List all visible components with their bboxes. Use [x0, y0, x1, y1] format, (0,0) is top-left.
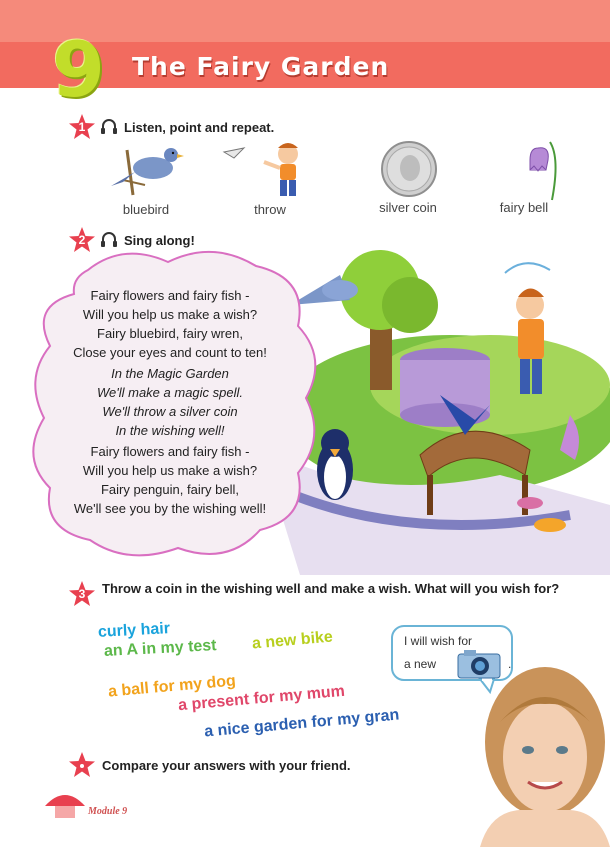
silver-coin-picture: [380, 140, 438, 198]
unit-number: 9: [52, 25, 105, 114]
headphones-icon: [100, 231, 118, 249]
song-line: Will you help us make a wish?: [82, 307, 258, 322]
song-line: Fairy flowers and fairy fish -: [90, 444, 250, 459]
task-4-instruction: Compare your answers with your friend.: [102, 757, 351, 773]
page-number: 88: [55, 786, 68, 798]
task-1-heading: [68, 113, 274, 141]
task-number: 1: [78, 120, 86, 134]
page-title: The Fairy Garden: [132, 52, 390, 81]
headphones-icon: [100, 118, 118, 136]
task-3-heading: [68, 580, 568, 608]
wish-phrase: a nice garden for my gran: [203, 706, 400, 741]
task-4-heading: [68, 751, 351, 779]
song-line: Fairy penguin, fairy bell,: [100, 482, 239, 497]
star-icon: [68, 751, 96, 779]
star-icon: [68, 113, 96, 141]
song-line: Fairy flowers and fairy fish -: [90, 288, 250, 303]
task-number: 2: [78, 233, 86, 247]
song-line: We'll see you by the wishing well!: [73, 501, 267, 516]
song-line: Will you help us make a wish?: [82, 463, 258, 478]
task-1-instruction: Listen, point and repeat.: [124, 119, 275, 135]
vocab-label: silver coin: [379, 200, 437, 215]
vocab-label: fairy bell: [499, 200, 549, 215]
task-3-instruction: Throw a coin in the wishing well and make a wish. What will you wish for?: [102, 581, 560, 596]
star-icon: [68, 580, 96, 608]
throw-picture: [220, 140, 310, 204]
bluebird-picture: [105, 140, 185, 202]
song-line: In the wishing well!: [115, 423, 225, 438]
bubble-line-1: I will wish for: [404, 634, 473, 648]
fairy-bell-picture: [520, 138, 570, 202]
bubble-end: .: [508, 657, 512, 671]
camera-icon: [456, 648, 502, 680]
bubble-line-2: a new: [404, 657, 437, 671]
wish-phrase: a new bike: [251, 628, 334, 653]
song-line: In the Magic Garden: [111, 366, 229, 381]
vocab-label: throw: [254, 202, 286, 217]
task-number: 3: [78, 587, 86, 601]
song-line: Close your eyes and count to ten!: [73, 345, 267, 360]
vocab-label: bluebird: [122, 202, 170, 217]
song-line: We'll throw a silver coin: [102, 404, 238, 419]
wish-phrase: an A in my test: [103, 637, 217, 660]
song-line: We'll make a magic spell.: [96, 385, 243, 400]
wish-phrase: curly hair: [97, 620, 171, 641]
task-2-instruction: Sing along!: [124, 232, 195, 248]
module-label: Module 9: [88, 806, 128, 817]
song-line: Fairy bluebird, fairy wren,: [97, 326, 243, 341]
wish-phrase: a ball for my dog: [107, 672, 237, 701]
wish-phrase: a present for my mum: [177, 682, 346, 715]
